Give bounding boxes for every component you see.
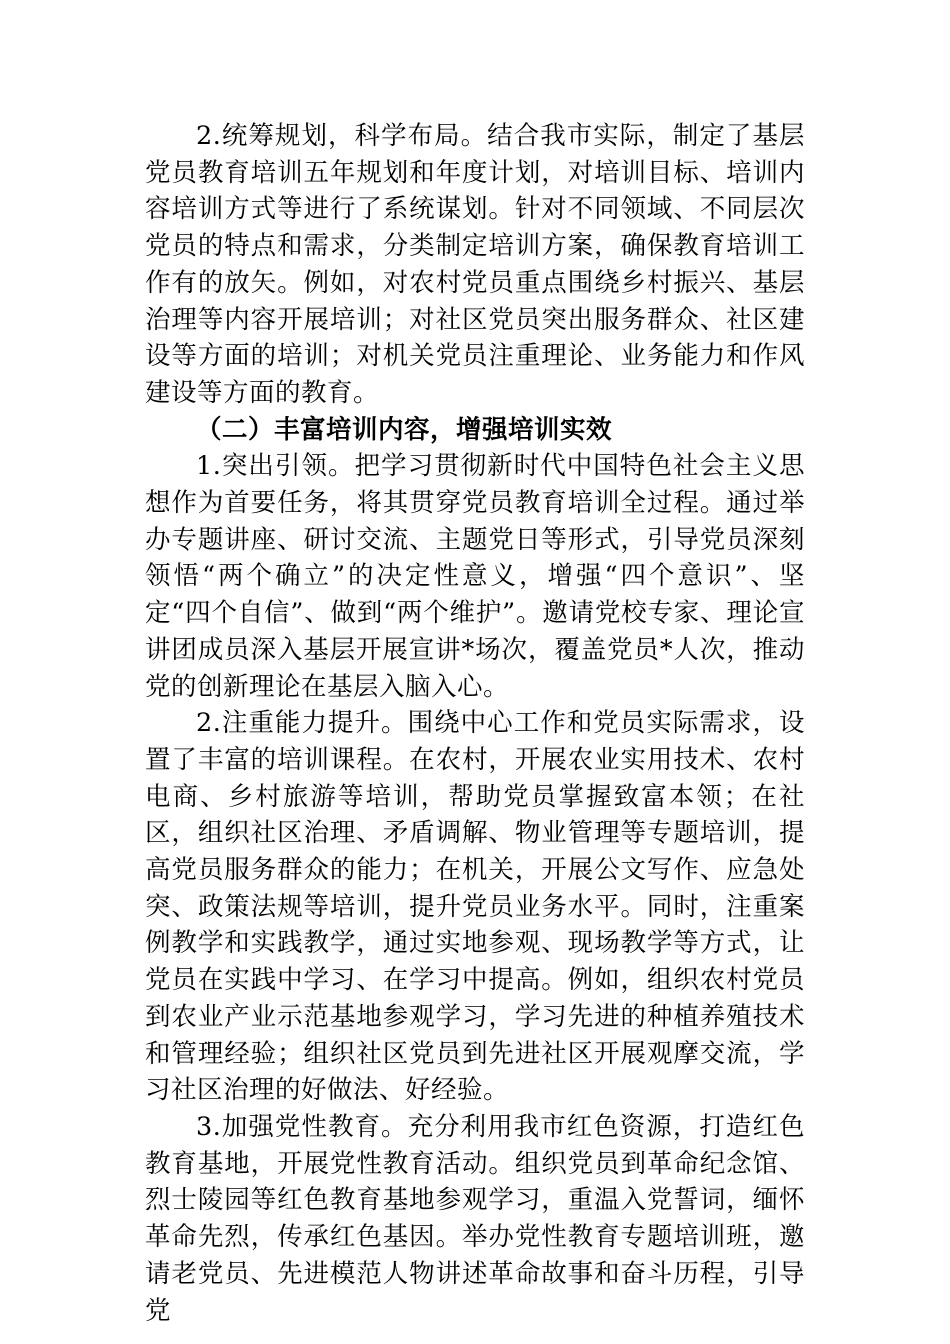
paragraph-highlight-guidance: 1.突出引领。把学习贯彻新时代中国特色社会主义思想作为首要任务，将其贯穿党员教育培训全过程。通过举办专题讲座、研讨交流、主题党日等形式，引导党员深刻领悟“两个确立”的决定性意义，增强“四个意识”、坚定“四个自信”、做到“两个维护”。邀请党校专家、理论宣讲团成员深入基层开展宣讲*场次，覆盖党员*人次，推动党的创新理论在基层入脑入心。 (145, 451, 805, 702)
paragraph-overall-planning: 2.统筹规划，科学布局。结合我市实际，制定了基层党员教育培训五年规划和年度计划，对培训目标、培训内容培训方式等进行了系统谋划。针对不同领域、不同层次党员的特点和需求，分类制定培训方案，确保教育培训工作有的放矢。例如，对农村党员重点围绕乡村振兴、基层治理等内容开展培训；对社区党员突出服务群众、社区建设等方面的培训；对机关党员注重理论、业务能力和作风建设等方面的教育。 (145, 121, 805, 408)
section-heading-enrich-content: （二）丰富培训内容，增强培训实效 (196, 414, 613, 445)
paragraph-capability-improvement: 2.注重能力提升。围绕中心工作和党员实际需求，设置了丰富的培训课程。在农村，开展农业实用技术、农村电商、乡村旅游等培训，帮助党员掌握致富本领；在社区，组织社区治理、矛盾调解、物业管理等专题培训，提高党员服务群众的能力；在机关，开展公文写作、应急处突、政策法规等培训，提升党员业务水平。同时，注重案例教学和实践教学，通过实地参观、现场教学等方式，让党员在实践中学习、在学习中提高。例如，组织农村党员到农业产业示范基地参观学习，学习先进的种植养殖技术和管理经验；组织社区党员到先进社区开展观摩交流，学习社区治理的好做法、好经验。 (145, 708, 805, 1106)
document-page (145, 118, 805, 1329)
paragraph-party-spirit-education: 3.加强党性教育。充分利用我市红色资源，打造红色教育基地，开展党性教育活动。组织党员到革命纪念馆、烈士陵园等红色教育基地参观学习，重温入党誓词，缅怀革命先烈，传承红色基因。举办党性教育专题培训班，邀请老党员、先进模范人物讲述革命故事和奋斗历程，引导党 (145, 1111, 805, 1326)
